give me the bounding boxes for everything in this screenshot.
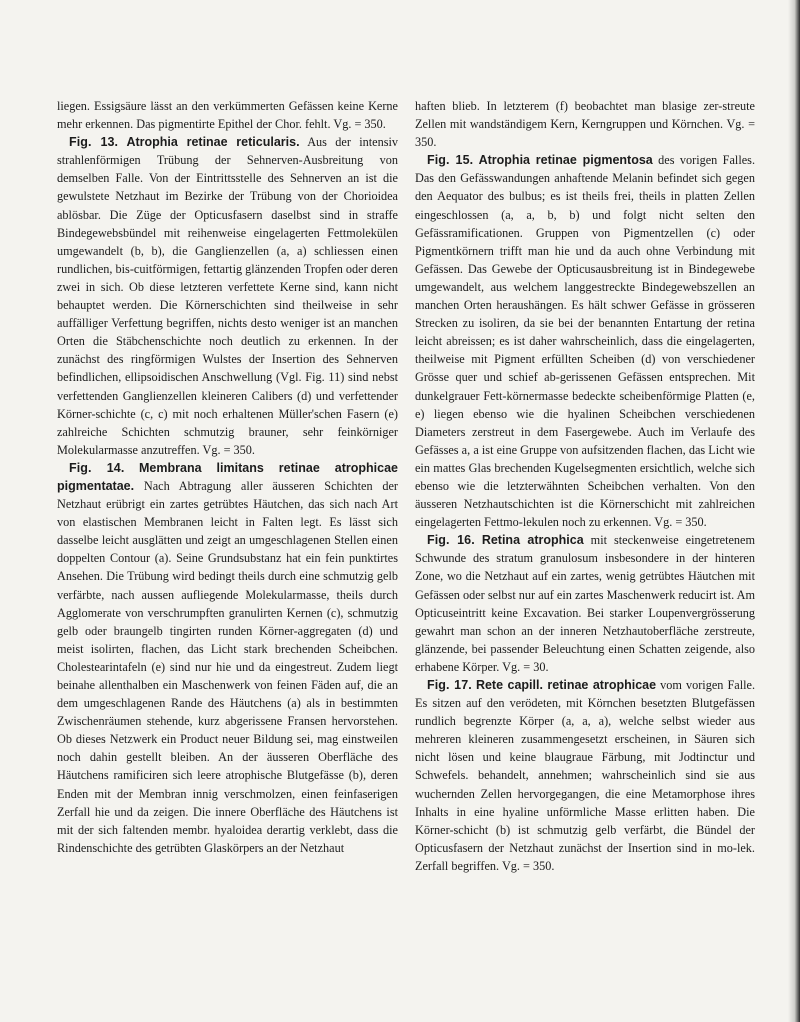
figure-number: Fig. 16. [427, 533, 475, 548]
paragraph-continuation [415, 97, 755, 151]
figure-15-description [415, 151, 755, 531]
paragraph-text: liegen. Essigsäure lässt an den verkümmerten Gefässen keine Kerne mehr erkennen. Das pigmentirte Epithel der Chor. fehlt. Vg. = 350. [57, 99, 398, 132]
figure-text: vom vorigen Falle. Es sitzen auf den verödeten, mit Körnchen besetzten Blutgefässen rundlich begrenzte Körper (a, a, a), welche selbst wieder aus mehreren kleineren zusammengesetzt erscheinen, in Säuren sich nicht lösen und keine blaugraue Färbung, mit Jodtinctur und Schwefels. behandelt, annehmen; wahrscheinlich sind sie aus wuchernden Zellen hervorgegangen, die eine Metamorphose ihres Inhalts in eine hyaline unförmliche Masse erlitten haben. Die Körner-schicht (b) ist schmutzig gelb verfärbt, die Bündel der Opticusfasern der Netzhaut zunächst der Insertion sind in mo-lek. Zerfall begriffen. Vg. = 350. [415, 678, 756, 873]
figure-14-description [57, 459, 398, 857]
figure-title: Membrana limitans retinae atrophicae pigmentatae. [57, 460, 398, 493]
paragraph-text: haften blieb. In letzterem (f) beobachtet man blasige zer-streute Zellen mit wandständigem Kern, Kerngruppen und Körnchen. Vg. = 350. [415, 99, 755, 150]
figure-number: Fig. 17. [427, 678, 472, 692]
left-column [57, 97, 398, 857]
page-edge-shadow [788, 0, 800, 1022]
figure-17-description [415, 676, 755, 875]
figure-title: Atrophia retinae pigmentosa [478, 153, 653, 168]
figure-number: Fig. 13. [69, 135, 119, 150]
figure-number: Fig. 14. [69, 460, 125, 475]
figure-number: Fig. 15. [427, 153, 474, 168]
paragraph-continuation [57, 97, 398, 133]
figure-title: Atrophia retinae reticularis. [126, 135, 300, 150]
figure-text: Aus der intensiv strahlenförmigen Trübung der Sehnerven-Ausbreitung von demselben Falle. Von der Eintrittsstelle des Sehnerven an ist die gewulstete Netzhaut im Bezirke der Trübung von der Chorioidea ablösbar. Die Züge der Opticusfasern daselbst sind in straffe Bindegewebsbündel mit reihenweise eingelagerten Fettmolekülen umgewandelt (b, b), die Ganglienzellen (a, a) schliessen einen rundlichen, bis-cuitförmigen, fettartig glänzenden Tropfen oder deren zwei in sich. Ob diese letzteren verfettete Kerne sind, kann nicht behauptet werden. Die Körnerschichten sind theilweise in sehr auffälliger Verfettung begriffen, nichts desto weniger ist an manchen Orten die Stäbchenschichte noch deutlich zu erkennen. In der zunächst des ringförmigen Wulstes der Insertion des Sehnerven befindlichen, ellipsoidischen Anschwellung (Vgl. Fig. 11) sind nebst verfettenden Ganglienzellen kleineren Calibers (d) und verfettender Körner-schichte (c, c) mit noch erhaltenen Müller'schen Fasern (e) zahlreiche Schichten schmutzig brauner, sehr feinkörniger Molekularmasse anzutreffen. Vg. = 350. [57, 135, 399, 457]
figure-title: Retina atrophica [481, 533, 584, 548]
figure-13-description [57, 133, 398, 459]
figure-16-description [415, 531, 755, 676]
figure-text: Nach Abtragung aller äusseren Schichten der Netzhaut erübrigt ein zartes getrübtes Häutchen, das sich nach Art von elastischen Membranen leicht in Falten legt. Es lässt sich dasselbe leicht ausglätten und zeigt an umgeschlagenen Stellen einen doppelten Contour (a). Seine Grundsubstanz hat ein fein punktirtes Ansehen. Die Trübung wird bedingt theils durch eine schmutzig gelb verfärbte, nach aussen aufliegende Molekularmasse, theils durch Agglomerate von verschrumpften granulirten Kernen (c), schmutzig gelb oder braungelb tingirten runden Körner-aggregaten (d) und meist isolirten, flachen, das Licht stark brechenden Scheibchen. Cholestearintafeln (e) sind nur hie und da eingestreut. Zudem liegt beinahe allenthalben ein Maschenwerk von feinen Fäden auf, die an dem umgeschlagenen Rande des Häutchens (a) als in bestimmten Zwischenräumen stehende, kurz abgerissene Fransen hervorstehen. Ob dieses Netzwerk ein Product neuer Bildung sei, mag einstweilen noch dahin gestellt bleiben. An der äusseren Oberfläche des Häutchens ramificiren sich leere atrophische Blutgefässe (b), deren Enden mit der Membran innig verschmolzen, einen feinfaserigen Zerfall hie und da zeigen. Die innere Oberfläche des Häutchens ist mit der sich faltenden membr. hyaloidea derartig verklebt, dass die Rindenschichte des getrübten Glaskörpers an der Netzhaut [57, 478, 398, 855]
right-column [415, 97, 755, 875]
figure-title: Rete capill. retinae atrophicae [475, 678, 657, 692]
figure-text: des vorigen Falles. Das den Gefässwandungen anhaftende Melanin befindet sich gegen den Aequator des bulbus; es ist theils frei, theils in platten Zellen eingeschlossen (a, a, b, b) und folgt nicht selten den Gefässramificationen. Gruppen von Pigmentzellen (c) oder Pigmentkörnern trifft man hie und da auch ohne Verbindung mit Gefässen. Das Gewebe der Opticusausbreitung ist in Bindegewebe umgewandelt, aus welchem langgestreckte Bindegewebszellen an manchen Orten heraushängen. Es hält schwer Gefässe in grösseren Strecken zu isoliren, da sie bei der benannten Entartung der retina leicht abreissen; es ist daher wahrscheinlich, dass die eingelagerten, theilweise mit Pigment erfüllten Scheiben (d) von verschiedener Grösse quer und schief ab-gerissenen Gefässen entsprechen. Mit dunkelgrauer Fett-körnermasse bedeckte scheibenförmige Platten (e, e) liegen ebenso wie die hyalinen Scheibchen verschiedenen Diameters zerstreut in dem Fasergewebe. Auch im Verlaufe des Gefässes a, a ist eine Gruppe von aufsitzenden flachen, das Licht wie ein mattes Glas brechenden Kugelsegmenten ersichtlich, welche sich ebenso wie die letzterwähnten Scheibchen verhalten. Von den äusseren Netzhautschichten ist die Körnerschicht mit zahlreichen eingelagerten Fettmo-lekulen noch zu erkennen. Vg. = 350. [415, 153, 756, 530]
figure-text: mit steckenweise eingetretenem Schwunde des stratum granulosum insbesondere in der hinteren Zone, wo die Netzhaut auf ein zartes, wenig getrübtes Häutchen mit Gefässen oder selbst nur auf ein zartes Maschenwerk reducirt ist. Am Opticuseintritt keine Excavation. Bei starker Loupenvergrösserung gewahrt man schon an der inneren Netzhautoberfläche zerstreute, glänzende, bei passender Beleuchtung einen Schatten zeigende, also erhabene Körper. Vg. = 30. [415, 533, 756, 674]
